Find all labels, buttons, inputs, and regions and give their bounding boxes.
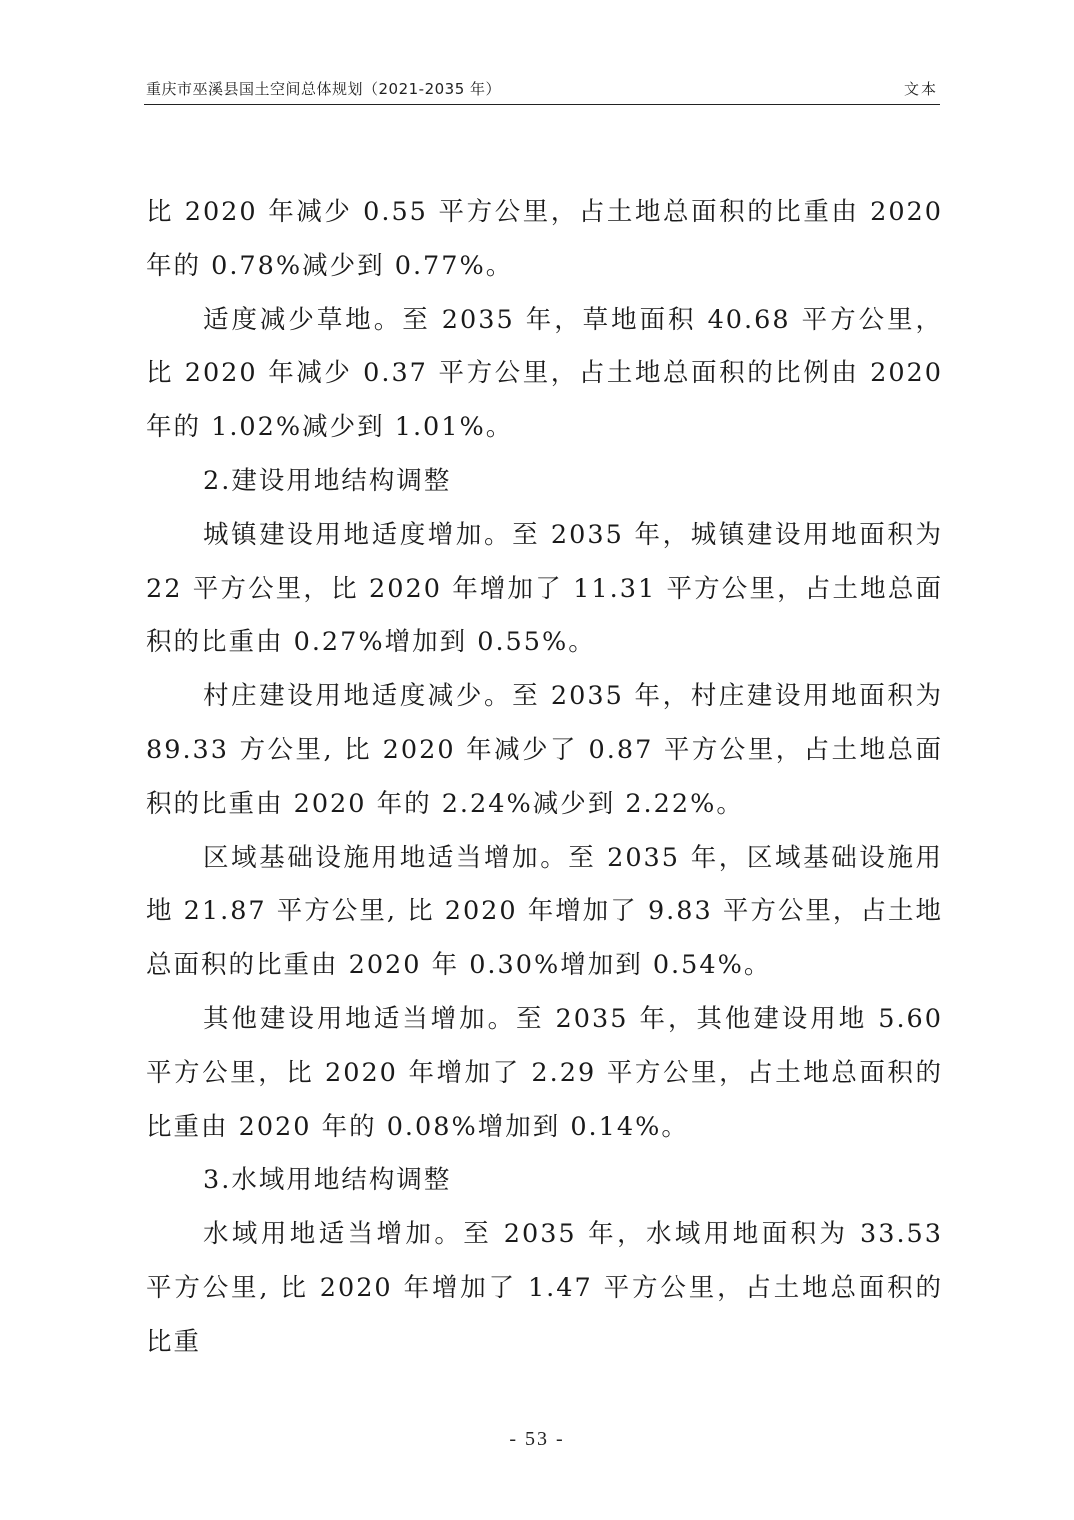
- paragraph-grassland: 适度减少草地。至 2035 年，草地面积 40.68 平方公里，比 2020 年减少 0.37 平方公里，占土地总面积的比例由 2020 年的 1.02%减少到 1.01%。: [146, 304, 943, 443]
- paragraph-other-construction-land: 其他建设用地适当增加。至 2035 年，其他建设用地 5.60 平方公里，比 2020 年增加了 2.29 平方公里，占土地总面积的比重由 2020 年的 0.08%增加到 0.14%。: [146, 1003, 943, 1142]
- paragraph-village-construction-land: 村庄建设用地适度减少。至 2035 年，村庄建设用地面积为 89.33 方公里, 比 2020 年减少了 0.87 平方公里，占土地总面积的比重由 2020 年的 2.24%减少到 2.22%。: [146, 681, 943, 819]
- body-text: [146, 186, 943, 1370]
- document-title: 重庆市巫溪县国土空间总体规划（2021-2035 年）: [146, 80, 502, 98]
- page-header: [144, 74, 940, 105]
- section-label: 文本: [903, 80, 938, 98]
- paragraph-continued: 比 2020 年减少 0.55 平方公里，占土地总面积的比重由 2020 年的 0.78%减少到 0.77%。: [146, 197, 943, 281]
- paragraph-urban-construction-land: 城镇建设用地适度增加。至 2035 年，城镇建设用地面积为 22 平方公里，比 2020 年增加了 11.31 平方公里，占土地总面积的比重由 0.27%增加到 0.55%。: [146, 519, 943, 658]
- paragraph-water-land: 水域用地适当增加。至 2035 年，水域用地面积为 33.53 平方公里, 比 2020 年增加了 1.47 平方公里，占土地总面积的比重: [146, 1219, 943, 1357]
- section-heading-water-land: 3.水域用地结构调整: [203, 1165, 452, 1196]
- page-number: - 53 -: [509, 1428, 565, 1450]
- paragraph-regional-infrastructure-land: 区域基础设施用地适当增加。至 2035 年，区域基础设施用地 21.87 平方公里, 比 2020 年增加了 9.83 平方公里，占土地总面积的比重由 2020 年 0.30%增加到 0.54%。: [146, 842, 943, 981]
- section-heading-construction-land: 2.建设用地结构调整: [203, 465, 452, 496]
